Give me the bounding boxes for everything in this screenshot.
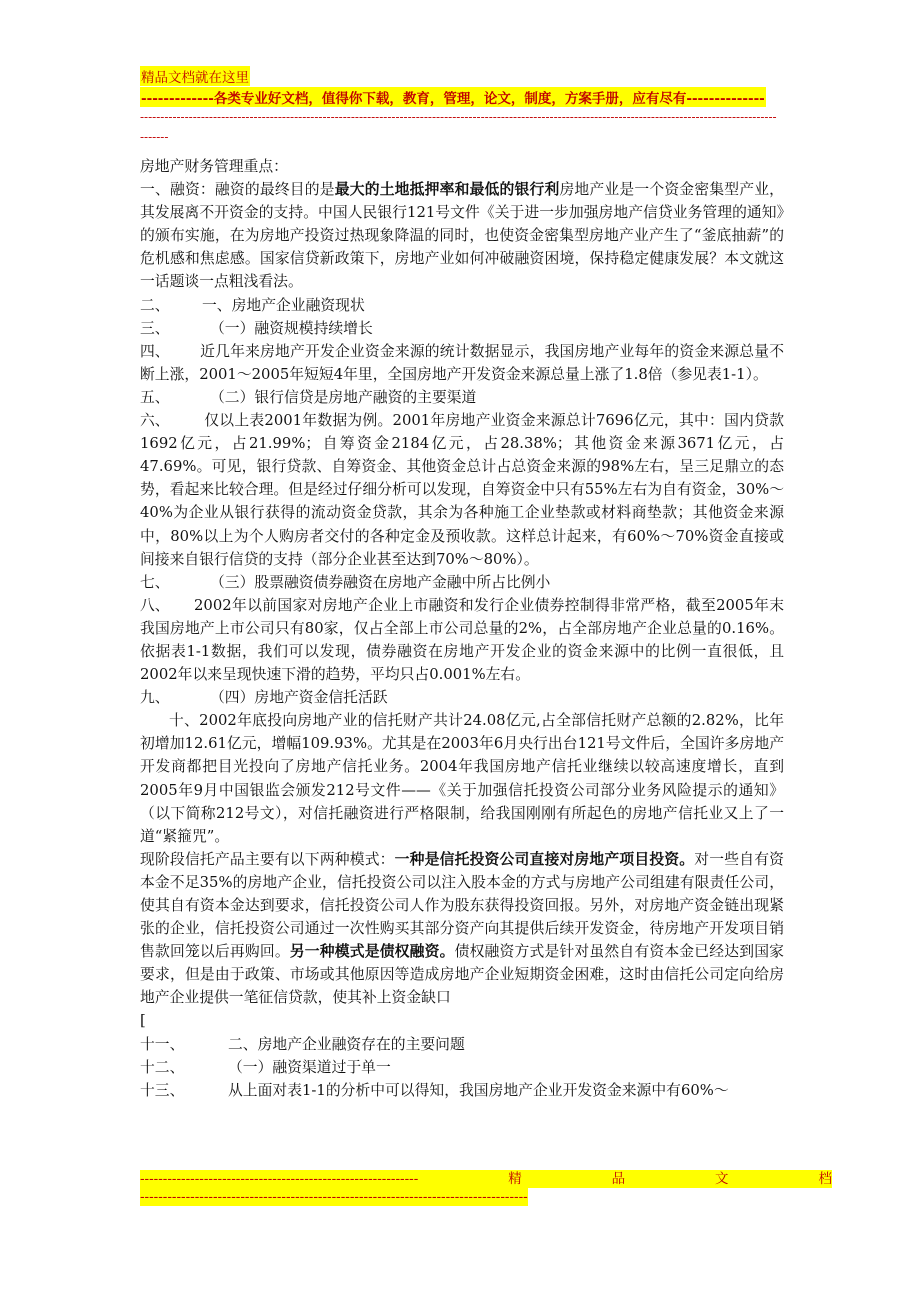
line-9-num: 九、 (140, 689, 170, 707)
line-7-num: 七、 (140, 573, 170, 591)
p1-text-a: 一、融资：融资的最终目的是 (140, 181, 335, 199)
p11-text-a: 现阶段信托产品主要有以下两种模式： (140, 850, 395, 868)
line-13-text: 从上面对表1-1的分析中可以得知，我国房地产企业开发资金来源中有60%～ (228, 1081, 729, 1099)
line-6 (140, 409, 784, 571)
line-10: 十、2002年底投向房地产业的信托财产共计24.08亿元,占全部信托财产总额的2.82%，比年初增加12.61亿元，增幅109.93%。尤其是在2003年6月央行出台121号文件后，全国许多房地产开发商都把目光投向了房地产信托业务。2004年我国房地产信托业继续以较高速度增长，直到2005年9月中国银监会颁发212号文件——《关于加强信托投资公司部分业务风险提示的通知》（以下简称212号文），对信托融资进行严格限制，给我国刚刚有所起色的房地产信托业又上了一道“紧箍咒”。 (140, 712, 784, 845)
line-5 (140, 386, 784, 409)
document-body (140, 155, 784, 1102)
line-8-text: 2002年以前国家对房地产企业上市融资和发行企业债券控制得非常严格，截至2005年末我国房地产上市公司只有80家，仅占全部上市公司总量的2%，占全部房地产企业总量的0.16%。依据表1-1数据，我们可以发现，债券融资在房地产开发企业的资金来源中的比例一直很低，且2002年以来呈现快速下滑的趋势，平均只占0.001%左右。 (140, 596, 784, 684)
footer-row-1 (140, 1170, 832, 1188)
header-title: 精品文档就在这里 (140, 66, 250, 86)
line-8 (140, 594, 784, 686)
line-3 (140, 317, 784, 340)
line-4-text: 近几年来房地产开发企业资金来源的统计数据显示，我国房地产业每年的资金来源总量不断上涨，2001～2005年短短4年里，全国房地产开发资金来源总量上涨了1.8倍（参见表1-1）。 (140, 342, 784, 383)
line-7-text: （三）股票融资债券融资在房地产金融中所占比例小 (210, 573, 551, 591)
p11-bold-2: 另一种模式是债权融资。 (289, 943, 455, 961)
p1-text-c: 房地产业是一个资金密集型产业，其发展离不开资金的支持。中国人民银行121号文件《关于进一步加强房地产信贷业务管理的通知》的颁布实施，在为房地产投资过热现象降温的同时，也使资金密集型房地产业产生了“釜底抽薪”的危机感和焦虑感。国家信贷新政策下，房地产业如何冲破融资困境，保持稳定健康发展？本文就这一话题谈一点粗浅看法。 (140, 181, 784, 291)
line-3-num: 三、 (140, 319, 170, 337)
line-9 (140, 686, 784, 709)
line-5-text: （二）银行信贷是房地产融资的主要渠道 (210, 388, 477, 406)
footer-word-1: 精 (508, 1171, 522, 1187)
line-2-text: 一、房地产企业融资现状 (202, 296, 365, 314)
line-6-num: 六、 (140, 412, 170, 430)
line-12-num: 十二、 (140, 1058, 185, 1076)
bracket-mark: [ (140, 1012, 146, 1030)
footer-word-3: 文 (715, 1171, 729, 1187)
line-8-num: 八、 (140, 596, 170, 614)
p11-text-e: 债权融资方式是针对虽然自有资本金已经达到国家要求，但是由于政策、市场或其他原因等造成房地产企业短期资金困难，这时由信托公司定向给房地产企业提供一笔征信贷款，使其补上资金缺口 (140, 943, 784, 1007)
line-2-num: 二、 (140, 296, 170, 314)
line-4 (140, 340, 784, 386)
header-subtitle: -------------各类专业好文档，值得你下载，教育，管理，论文，制度，方案手册，应有尽有-------------- (140, 87, 766, 107)
p11-bold-1: 一种是信托投资公司直接对房地产项目投资。 (394, 850, 695, 868)
line-6-text: 仅以上表2001年数据为例。2001年房地产业资金来源总计7696亿元，其中：国内贷款1692亿元，占21.99%；自筹资金2184亿元，占28.38%；其他资金来源3671亿元，占47.69%。可见，银行贷款、自筹资金、其他资金总计占总资金来源的98%左右，呈三足鼎立的态势，看起来比较合理。但是经过仔细分析可以发现，自筹资金中只有55%左右为自有资金，30%～40%为企业从银行获得的流动资金贷款，其余为各种施工企业垫款或材料商垫款；其他资金来源中，80%以上为个人购房者交付的各种定金及预收款。这样总计起来，有60%～70%资金直接或间接来自银行信贷的支持（部分企业甚至达到70%～80%）。 (140, 412, 784, 568)
line-12 (140, 1056, 784, 1079)
line-11-text: 二、房地产企业融资存在的主要问题 (228, 1035, 465, 1053)
line-2 (140, 294, 784, 317)
paragraph-1 (140, 178, 784, 293)
doc-heading: 房地产财务管理重点： (140, 158, 288, 175)
p1-bold: 最大的土地抵押率和最低的银行利 (334, 181, 560, 199)
line-13-num: 十三、 (140, 1081, 185, 1099)
footer-word-4: 档 (818, 1171, 832, 1187)
line-4-num: 四、 (140, 342, 170, 360)
line-7 (140, 571, 784, 594)
paragraph-11 (140, 848, 784, 1010)
line-5-num: 五、 (140, 388, 170, 406)
footer-banner (140, 1170, 832, 1206)
line-3-text: （一）融资规模持续增长 (210, 319, 373, 337)
header-dash-line: -------------------------------------------------------------------------------------------------------------------------------------------------------------------- (140, 110, 777, 144)
line-12-text: （一）融资渠道过于单一 (228, 1058, 391, 1076)
p11-text-c: 对一些自有资本金不足35%的房地产企业，信托投资公司以注入股本金的方式与房地产公司组建有限责任公司，使其自有资本金达到要求，信托投资公司人作为股东获得投资回报。另外，对房地产资金链出现紧张的企业，信托投资公司通过一次性购买其部分资产向其提供后续开发资金，待房地产开发项目销售款回笼以后再购回。 (140, 850, 784, 961)
line-11-num: 十一、 (140, 1035, 185, 1053)
line-9-text: （四）房地产资金信托活跃 (210, 689, 388, 707)
footer-dashes-bottom: ------------------------------------------------------------------------------------- (140, 1189, 528, 1205)
line-11 (140, 1033, 784, 1056)
line-13 (140, 1079, 784, 1102)
footer-word-2: 品 (611, 1171, 626, 1187)
footer-dashes-left: ------------------------------------------------------------- (140, 1171, 419, 1187)
